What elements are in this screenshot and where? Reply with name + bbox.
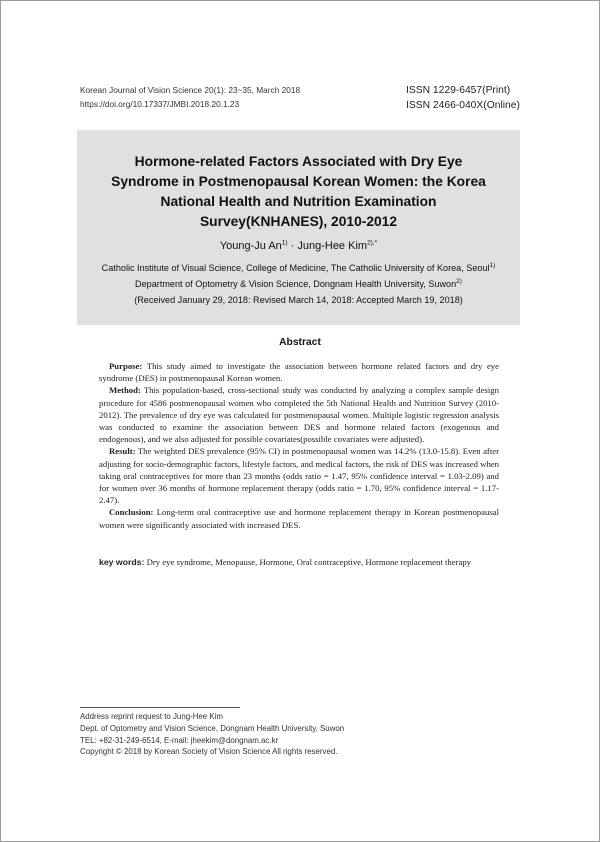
author-list [77,240,520,252]
received-dates: (Received January 29, 2018: Revised March 14, 2018: Accepted March 19, 2018) [134,295,463,305]
abstract-purpose [99,360,499,384]
title-line: Syndrome in Postmenopausal Korean Women: the Korea [111,174,486,189]
keywords [99,557,509,567]
affiliation-mark: 1) [489,261,496,269]
abstract-text: This population-based, cross-sectional study was conducted by analyzing a complex sample design procedure for 4586 postmenopausal women who completed the 5th National Health and Nutrition Survey (2010-2012). The prevalence of dry eye was calculated for postmenopausal women. Multiple logistic regression analysis was conducted to examine the association between DES and hormone related factors (exogenous and endogenous), and we also adjusted for possible covariates(possible covariates were adjusted). [99,385,499,445]
footnote-line: TEL: +82-31-249-6514, E-mail: jheekim@dongnam.ac.kr [80,735,279,745]
abstract-result [99,445,499,506]
affiliation-mark: 2) [456,277,462,285]
doi-link[interactable]: https://doi.org/10.17337/JMBI.2018.20.1.23 [80,98,240,109]
footnote-divider [80,707,240,708]
affiliation-line [77,261,520,277]
affiliation-text: Department of Optometry & Vision Science, Dongnam Health University, Suwon [135,278,457,289]
abstract-label: Result: [109,446,136,457]
issn-block [406,83,520,113]
abstract-method [99,384,499,445]
author-separator: · [287,240,298,252]
abstract-label: Purpose: [109,361,143,371]
issn-print: ISSN 1229-6457(Print) [406,85,511,96]
author-name: Jung-Hee Kim [297,240,368,252]
keywords-label: key words: [99,557,145,567]
footnote-line: Copyright © 2018 by Korean Society of Vision Science All rights reserved. [80,747,338,757]
abstract-label: Method: [109,385,141,396]
affiliation-text: Catholic Institute of Visual Science, College of Medicine, The Catholic University of Korea, Seoul [101,263,490,273]
title-line: Survey(KNHANES), 2010-2012 [199,214,398,229]
journal-info [80,84,300,111]
abstract-body [99,360,499,531]
abstract-heading: Abstract [279,337,321,348]
issn-online: ISSN 2466-040X(Online) [406,100,520,111]
abstract-text: Long-term oral contraceptive use and hormone replacement therapy in Korean postmenopausal women were significantly associated with increased DES. [99,507,499,530]
abstract-text: This study aimed to investigate the association between hormone related factors and dry eye syndrome (DES) in postmenopausal Korean women. [99,361,499,384]
footnote-line: Address reprint request to Jung-Hee Kim [80,712,223,721]
footnote-line: Dept. of Optometry and Vision Science, Dongnam Health University, Suwon [80,723,345,733]
abstract-text: The weighted DES prevalence (95% CI) in postmenopausal women was 14.2% (13.0-15.8). Even after adjusting for socio-demographic factors, lifestyle factors, and medical factors, the risk of DES was increased when taking oral contraceptives for more than 23 months (odds ratio = 1.47, 95% confidence interval = 1.03-2.09) and for women over 36 months of hormone replacement therapy (odds ratio = 1.70, 95% confidence interval = 1.17-2.47). [99,446,499,506]
abstract-conclusion [99,506,499,530]
author-affiliation-mark: 2),* [367,239,378,247]
journal-citation: Korean Journal of Vision Science 20(1): 23~35, March 2018 [80,85,301,95]
title-box [77,130,520,325]
title-line: National Health and Nutrition Examination [160,194,437,209]
title-line: Hormone-related Factors Associated with Dry Eye [134,154,463,169]
keywords-text: Dry eye syndrome, Menopause, Hormone, Oral contraceptive, Hormone replacement therapy [144,557,472,567]
affiliation-line [77,277,520,293]
paper-title [77,152,520,232]
affiliations [77,261,520,292]
author-affiliation-mark: 1) [281,239,288,247]
corresponding-author-footnote [80,711,344,758]
abstract-label: Conclusion: [109,507,154,518]
author-name: Young-Ju An [219,240,282,252]
